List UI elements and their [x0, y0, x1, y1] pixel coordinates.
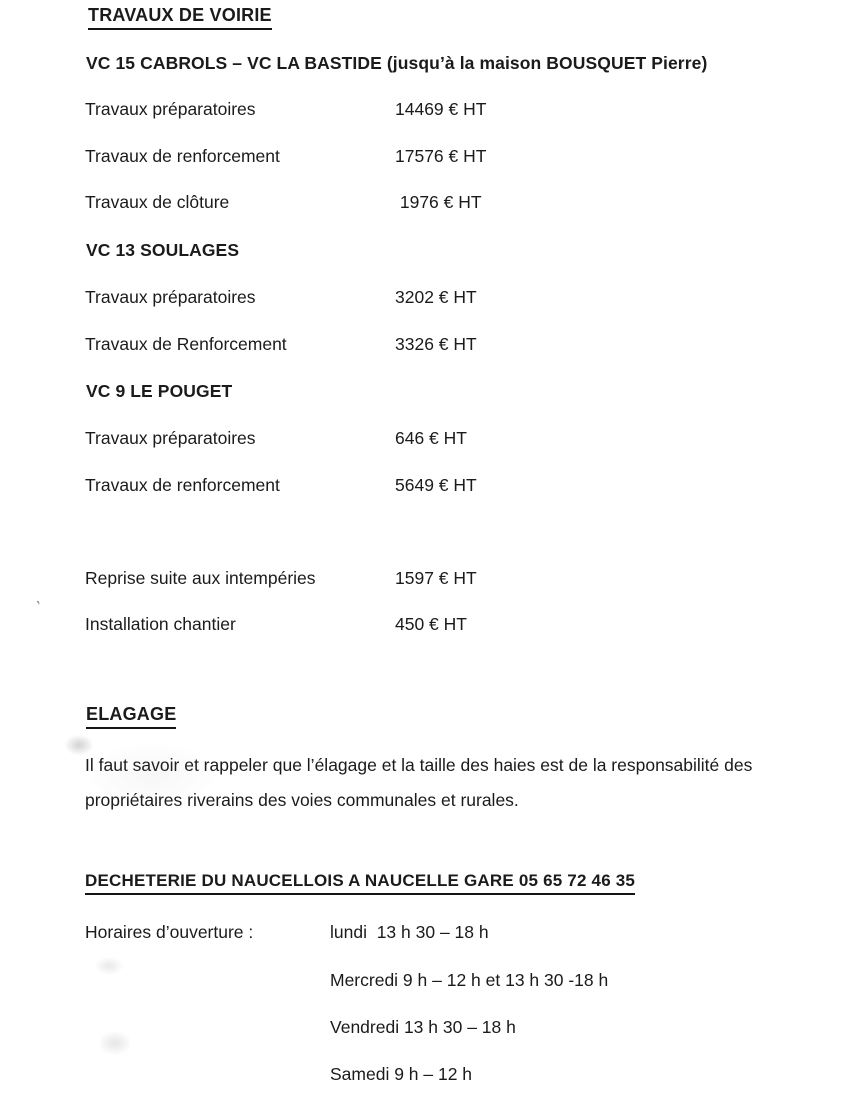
cost-amount: 450 € HT	[395, 614, 467, 634]
cost-amount: 1597 € HT	[395, 568, 477, 588]
heading-text: TRAVAUX DE VOIRIE	[88, 5, 272, 30]
cost-label: Travaux préparatoires	[85, 428, 256, 448]
scan-speck: ,	[30, 590, 43, 607]
cost-amount: 14469 € HT	[395, 99, 487, 119]
section-heading-decheterie	[85, 871, 635, 895]
cost-line	[85, 334, 705, 358]
subsection-heading-vc9: VC 9 LE POUGET	[86, 381, 233, 401]
cost-label: Travaux de renforcement	[85, 475, 280, 495]
section-heading-elagage	[86, 704, 176, 729]
hours-wednesday: Mercredi 9 h – 12 h et 13 h 30 -18 h	[330, 970, 609, 990]
cost-label: Travaux préparatoires	[85, 99, 256, 119]
heading-text: DECHETERIE DU NAUCELLOIS A NAUCELLE GARE 05 65 72 46 35	[85, 871, 635, 895]
cost-line	[85, 428, 705, 452]
section-heading-travaux-de-voirie	[88, 5, 272, 30]
scan-smudge	[100, 1032, 130, 1054]
cost-label: Travaux de clôture	[85, 192, 230, 212]
cost-label: Installation chantier	[85, 614, 236, 634]
cost-line	[85, 287, 705, 311]
subsection-heading-vc13: VC 13 SOULAGES	[86, 240, 240, 260]
heading-text: ELAGAGE	[86, 704, 176, 729]
cost-line	[85, 475, 705, 499]
hours-friday: Vendredi 13 h 30 – 18 h	[330, 1017, 516, 1037]
cost-amount: 3326 € HT	[395, 334, 477, 354]
cost-amount: 3202 € HT	[395, 287, 477, 307]
hours-label: Horaires d’ouverture :	[85, 922, 254, 942]
cost-label: Travaux de renforcement	[85, 146, 280, 166]
cost-amount: 646 € HT	[395, 428, 467, 448]
cost-label: Travaux de Renforcement	[85, 334, 287, 354]
cost-line	[85, 614, 705, 638]
cost-line	[85, 146, 705, 170]
cost-line	[85, 99, 705, 123]
elagage-paragraph: Il faut savoir et rappeler que l’élagage et la taille des haies est de la responsabilité des propriétaires riverains des voies communales et rurales.	[85, 755, 753, 810]
cost-amount: 1976 € HT	[395, 192, 482, 212]
cost-label: Reprise suite aux intempéries	[85, 568, 316, 588]
cost-line	[85, 568, 705, 592]
cost-amount: 5649 € HT	[395, 475, 477, 495]
cost-amount: 17576 € HT	[395, 146, 487, 166]
subsection-heading-vc15: VC 15 CABROLS – VC LA BASTIDE (jusqu’à la maison BOUSQUET Pierre)	[86, 53, 708, 73]
hours-monday: lundi 13 h 30 – 18 h	[330, 922, 489, 942]
cost-label: Travaux préparatoires	[85, 287, 256, 307]
cost-line	[85, 192, 705, 216]
hours-saturday: Samedi 9 h – 12 h	[330, 1064, 473, 1084]
scan-smudge	[96, 958, 122, 974]
